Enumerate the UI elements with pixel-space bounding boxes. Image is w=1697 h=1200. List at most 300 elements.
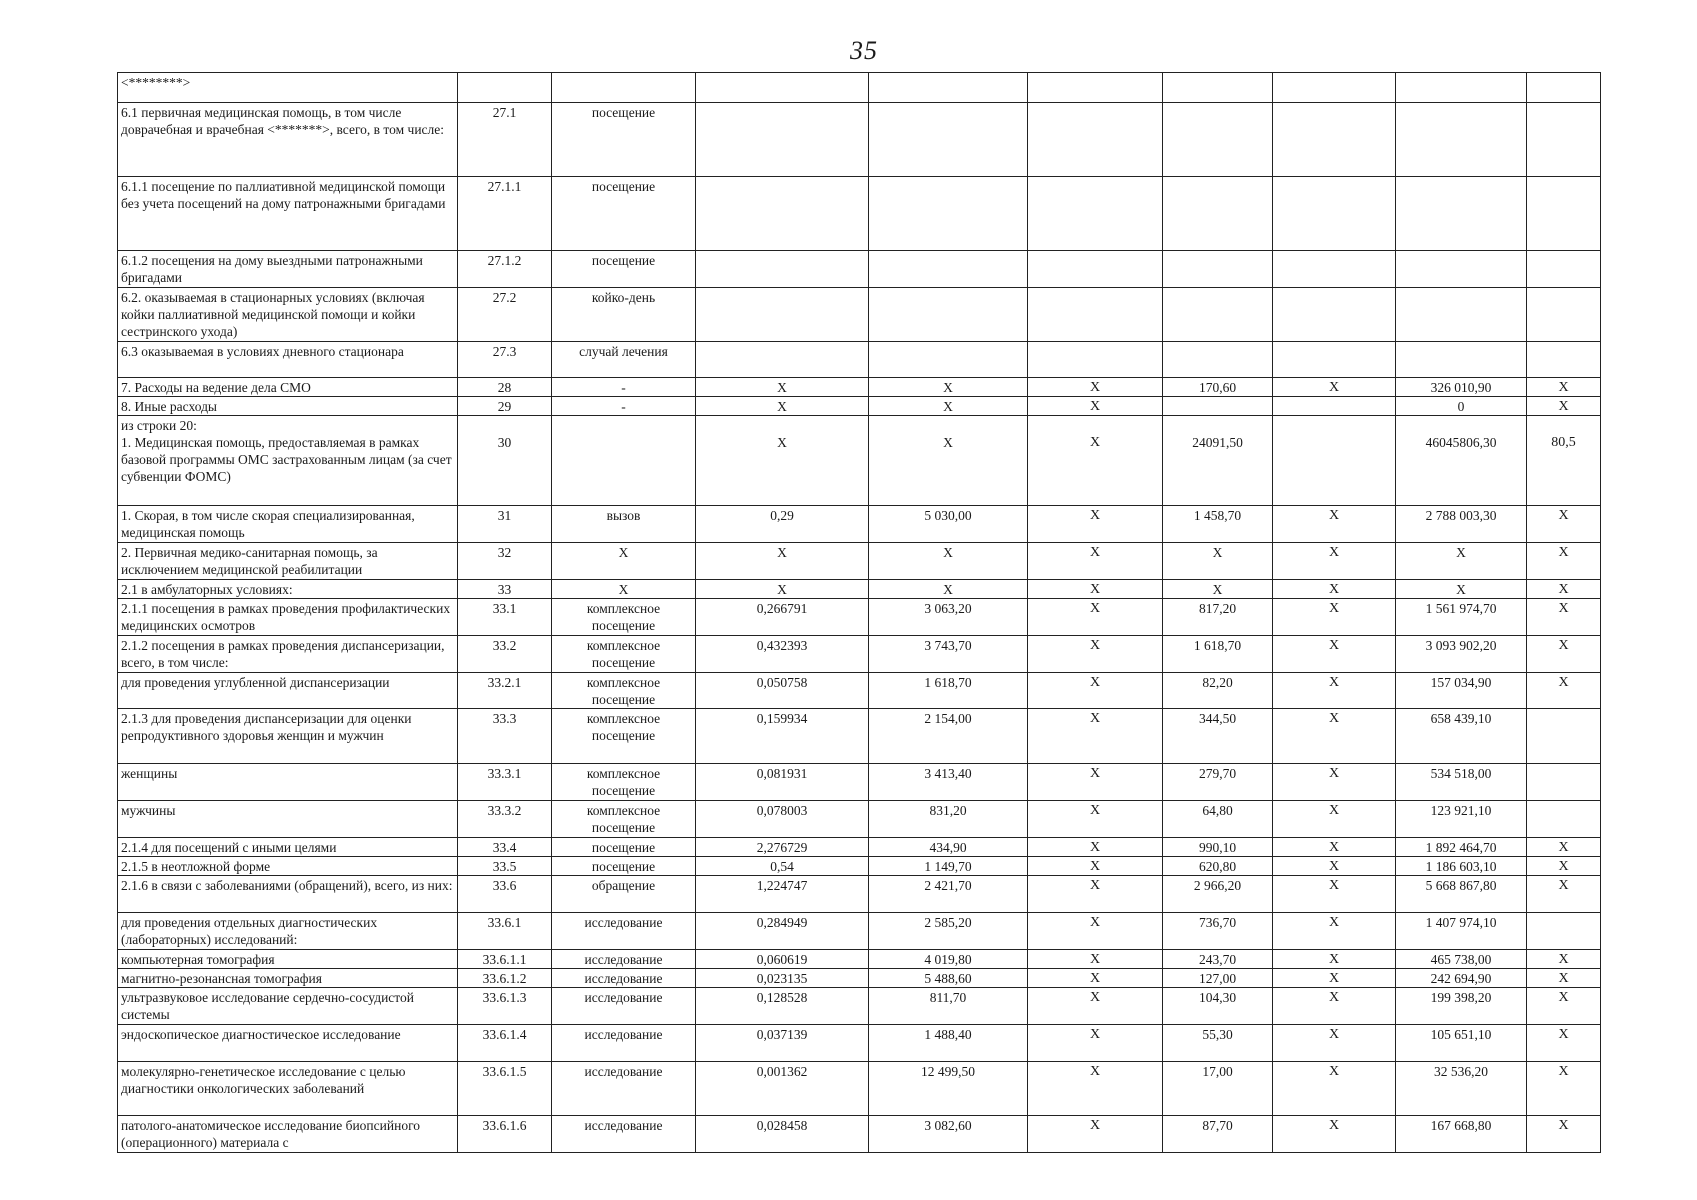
cost-norm-cell <box>869 288 1028 342</box>
total-cell <box>1396 73 1527 103</box>
per-capita-cell: 279,70 <box>1163 764 1273 801</box>
share-cell: X <box>1527 988 1601 1025</box>
volume-norm-cell <box>696 288 869 342</box>
per-capita-cell: 87,70 <box>1163 1116 1273 1153</box>
row-name-cell: ультразвуковое исследование сердечно-сосудистой системы <box>118 988 458 1025</box>
row-code-cell: 27.1.1 <box>458 177 552 251</box>
total-cell: 242 694,90 <box>1396 969 1527 988</box>
volume-norm-cell <box>696 251 869 288</box>
table-row <box>118 73 1601 103</box>
total-cell <box>1396 103 1527 177</box>
table-row <box>118 709 1601 764</box>
share-cell: X <box>1527 543 1601 580</box>
row-name-cell: 2.1.4 для посещений с иными целями <box>118 838 458 857</box>
row-name-cell: 6.3 оказываемая в условиях дневного стационара <box>118 342 458 378</box>
table-row <box>118 288 1601 342</box>
share-cell: X <box>1527 969 1601 988</box>
per-capita-cell <box>1163 342 1273 378</box>
col-3-cell: X <box>1028 857 1163 876</box>
total-cell <box>1396 177 1527 251</box>
per-capita-cell <box>1163 397 1273 416</box>
unit-cell: обращение <box>552 876 696 913</box>
volume-norm-cell: 0,060619 <box>696 950 869 969</box>
cost-norm-cell: X <box>869 397 1028 416</box>
volume-norm-cell: 0,023135 <box>696 969 869 988</box>
col-3-cell: X <box>1028 599 1163 636</box>
cost-norm-cell: 5 030,00 <box>869 506 1028 543</box>
per-capita-cell: 82,20 <box>1163 673 1273 709</box>
unit-cell: посещение <box>552 838 696 857</box>
col-3-cell: X <box>1028 1116 1163 1153</box>
cost-norm-cell: 3 082,60 <box>869 1116 1028 1153</box>
row-code-cell: 33.2 <box>458 636 552 673</box>
unit-cell: исследование <box>552 913 696 950</box>
total-cell: 105 651,10 <box>1396 1025 1527 1062</box>
row-code-cell: 33.6.1.3 <box>458 988 552 1025</box>
share-cell: X <box>1527 636 1601 673</box>
cost-norm-cell <box>869 342 1028 378</box>
per-capita-cell <box>1163 177 1273 251</box>
unit-cell: исследование <box>552 988 696 1025</box>
share-cell: X <box>1527 857 1601 876</box>
col-3-cell: X <box>1028 1062 1163 1116</box>
per-capita-cell: 127,00 <box>1163 969 1273 988</box>
total-cell: X <box>1396 543 1527 580</box>
share-cell: X <box>1527 378 1601 397</box>
cost-norm-cell: X <box>869 580 1028 599</box>
cost-norm-cell: 434,90 <box>869 838 1028 857</box>
col-3-cell: X <box>1028 950 1163 969</box>
unit-cell: исследование <box>552 950 696 969</box>
share-cell <box>1527 342 1601 378</box>
unit-cell: исследование <box>552 1116 696 1153</box>
unit-cell: случай лечения <box>552 342 696 378</box>
cost-norm-cell: 5 488,60 <box>869 969 1028 988</box>
total-cell: 199 398,20 <box>1396 988 1527 1025</box>
row-name-cell: 6.1 первичная медицинская помощь, в том числе доврачебная и врачебная <*******>, всего, в том числе: <box>118 103 458 177</box>
col-5-cell: X <box>1273 913 1396 950</box>
share-cell <box>1527 73 1601 103</box>
col-3-cell <box>1028 73 1163 103</box>
table-row <box>118 636 1601 673</box>
per-capita-cell: 344,50 <box>1163 709 1273 764</box>
cost-norm-cell: 3 063,20 <box>869 599 1028 636</box>
row-code-cell: 33.5 <box>458 857 552 876</box>
col-3-cell <box>1028 177 1163 251</box>
col-5-cell: X <box>1273 709 1396 764</box>
per-capita-cell: 620,80 <box>1163 857 1273 876</box>
col-3-cell <box>1028 342 1163 378</box>
row-code-cell: 33.3.2 <box>458 801 552 838</box>
total-cell: 5 668 867,80 <box>1396 876 1527 913</box>
volume-norm-cell: 0,081931 <box>696 764 869 801</box>
col-5-cell: X <box>1273 988 1396 1025</box>
volume-norm-cell: 0,284949 <box>696 913 869 950</box>
share-cell: X <box>1527 1062 1601 1116</box>
volume-norm-cell: 0,266791 <box>696 599 869 636</box>
col-5-cell: X <box>1273 876 1396 913</box>
unit-cell: исследование <box>552 969 696 988</box>
total-cell: 157 034,90 <box>1396 673 1527 709</box>
volume-norm-cell: 2,276729 <box>696 838 869 857</box>
row-name-cell: 2.1.1 посещения в рамках проведения профилактических медицинских осмотров <box>118 599 458 636</box>
volume-norm-cell: X <box>696 543 869 580</box>
share-cell <box>1527 288 1601 342</box>
volume-norm-cell: 0,29 <box>696 506 869 543</box>
share-cell: X <box>1527 950 1601 969</box>
col-5-cell: X <box>1273 950 1396 969</box>
per-capita-cell <box>1163 103 1273 177</box>
cost-norm-cell <box>869 177 1028 251</box>
cost-norm-cell: 2 154,00 <box>869 709 1028 764</box>
row-name-cell: 6.2. оказываемая в стационарных условиях (включая койки паллиативной медицинской помощи и койки сестринского ухода) <box>118 288 458 342</box>
per-capita-cell: 736,70 <box>1163 913 1273 950</box>
per-capita-cell <box>1163 73 1273 103</box>
table-row <box>118 969 1601 988</box>
share-cell: X <box>1527 580 1601 599</box>
share-cell: X <box>1527 599 1601 636</box>
share-cell <box>1527 801 1601 838</box>
table-row <box>118 1116 1601 1153</box>
table-row <box>118 599 1601 636</box>
per-capita-cell: 2 966,20 <box>1163 876 1273 913</box>
per-capita-cell: 17,00 <box>1163 1062 1273 1116</box>
cost-norm-cell: 2 421,70 <box>869 876 1028 913</box>
row-name-cell: <********> <box>118 73 458 103</box>
table-row <box>118 103 1601 177</box>
per-capita-cell: 1 458,70 <box>1163 506 1273 543</box>
share-cell <box>1527 103 1601 177</box>
row-name-cell: из строки 20: 1. Медицинская помощь, предоставляемая в рамках базовой программы ОМС застрахованным лицам (за счет субвенции ФОМС) <box>118 416 458 506</box>
volume-norm-cell: 0,54 <box>696 857 869 876</box>
row-code-cell: 28 <box>458 378 552 397</box>
volume-norm-cell: 0,078003 <box>696 801 869 838</box>
row-code-cell: 33.3.1 <box>458 764 552 801</box>
table-row <box>118 543 1601 580</box>
col-3-cell: X <box>1028 913 1163 950</box>
total-cell: 2 788 003,30 <box>1396 506 1527 543</box>
unit-cell: посещение <box>552 857 696 876</box>
cost-norm-cell <box>869 73 1028 103</box>
col-3-cell: X <box>1028 969 1163 988</box>
share-cell: X <box>1527 673 1601 709</box>
volume-norm-cell <box>696 73 869 103</box>
table-row <box>118 913 1601 950</box>
volume-norm-cell: X <box>696 580 869 599</box>
row-name-cell: компьютерная томография <box>118 950 458 969</box>
per-capita-cell: X <box>1163 580 1273 599</box>
per-capita-cell <box>1163 288 1273 342</box>
volume-norm-cell: 0,001362 <box>696 1062 869 1116</box>
row-code-cell: 33.6.1.4 <box>458 1025 552 1062</box>
col-3-cell: X <box>1028 378 1163 397</box>
share-cell: X <box>1527 1025 1601 1062</box>
share-cell: X <box>1527 506 1601 543</box>
row-code-cell: 31 <box>458 506 552 543</box>
col-5-cell: X <box>1273 580 1396 599</box>
share-cell <box>1527 177 1601 251</box>
total-cell: 123 921,10 <box>1396 801 1527 838</box>
row-code-cell: 33.6.1.2 <box>458 969 552 988</box>
cost-norm-cell: 1 618,70 <box>869 673 1028 709</box>
row-code-cell: 32 <box>458 543 552 580</box>
total-cell <box>1396 342 1527 378</box>
volume-norm-cell: 0,432393 <box>696 636 869 673</box>
volume-norm-cell <box>696 342 869 378</box>
row-name-cell: 6.1.1 посещение по паллиативной медицинской помощи без учета посещений на дому патронажными бригадами <box>118 177 458 251</box>
per-capita-cell: X <box>1163 543 1273 580</box>
row-code-cell: 27.2 <box>458 288 552 342</box>
cost-norm-cell: 831,20 <box>869 801 1028 838</box>
col-3-cell: X <box>1028 416 1163 506</box>
cost-norm-cell: 4 019,80 <box>869 950 1028 969</box>
row-code-cell: 30 <box>458 416 552 506</box>
unit-cell <box>552 73 696 103</box>
row-code-cell: 33 <box>458 580 552 599</box>
col-3-cell: X <box>1028 988 1163 1025</box>
table-row <box>118 950 1601 969</box>
table-row <box>118 801 1601 838</box>
total-cell: 1 892 464,70 <box>1396 838 1527 857</box>
per-capita-cell: 55,30 <box>1163 1025 1273 1062</box>
total-cell: 534 518,00 <box>1396 764 1527 801</box>
row-code-cell: 33.6 <box>458 876 552 913</box>
row-code-cell: 33.2.1 <box>458 673 552 709</box>
col-5-cell <box>1273 177 1396 251</box>
table-row <box>118 506 1601 543</box>
cost-norm-cell <box>869 103 1028 177</box>
col-3-cell: X <box>1028 673 1163 709</box>
col-5-cell <box>1273 397 1396 416</box>
row-name-cell: патолого-анатомическое исследование биопсийного (операционного) материала с <box>118 1116 458 1153</box>
col-5-cell: X <box>1273 1062 1396 1116</box>
share-cell: X <box>1527 1116 1601 1153</box>
row-name-cell: 8. Иные расходы <box>118 397 458 416</box>
volume-norm-cell: 0,128528 <box>696 988 869 1025</box>
unit-cell: X <box>552 580 696 599</box>
unit-cell: исследование <box>552 1062 696 1116</box>
row-code-cell <box>458 73 552 103</box>
row-code-cell: 33.6.1.1 <box>458 950 552 969</box>
table-row <box>118 876 1601 913</box>
row-code-cell: 27.1.2 <box>458 251 552 288</box>
col-5-cell: X <box>1273 969 1396 988</box>
share-cell: X <box>1527 876 1601 913</box>
total-cell <box>1396 288 1527 342</box>
row-name-cell: 7. Расходы на ведение дела СМО <box>118 378 458 397</box>
cost-norm-cell: 1 488,40 <box>869 1025 1028 1062</box>
cost-norm-cell: 3 743,70 <box>869 636 1028 673</box>
cost-norm-cell: 1 149,70 <box>869 857 1028 876</box>
unit-cell: комплексное посещение <box>552 636 696 673</box>
volume-norm-cell: X <box>696 397 869 416</box>
col-5-cell: X <box>1273 838 1396 857</box>
col-5-cell: X <box>1273 506 1396 543</box>
col-5-cell: X <box>1273 801 1396 838</box>
table-body <box>118 73 1601 1153</box>
row-code-cell: 33.6.1.6 <box>458 1116 552 1153</box>
col-5-cell: X <box>1273 636 1396 673</box>
row-name-cell: эндоскопическое диагностическое исследование <box>118 1025 458 1062</box>
share-cell: 80,5 <box>1527 416 1601 506</box>
total-cell: 3 093 902,20 <box>1396 636 1527 673</box>
col-3-cell: X <box>1028 506 1163 543</box>
total-cell: 1 186 603,10 <box>1396 857 1527 876</box>
col-5-cell <box>1273 288 1396 342</box>
col-5-cell: X <box>1273 1116 1396 1153</box>
volume-norm-cell: 0,037139 <box>696 1025 869 1062</box>
row-code-cell: 33.6.1.5 <box>458 1062 552 1116</box>
col-3-cell <box>1028 103 1163 177</box>
table-row <box>118 177 1601 251</box>
table-row <box>118 857 1601 876</box>
col-3-cell: X <box>1028 801 1163 838</box>
cost-norm-cell <box>869 251 1028 288</box>
volume-norm-cell <box>696 103 869 177</box>
total-cell: 658 439,10 <box>1396 709 1527 764</box>
table-row <box>118 251 1601 288</box>
col-3-cell: X <box>1028 1025 1163 1062</box>
col-3-cell: X <box>1028 397 1163 416</box>
table-row <box>118 342 1601 378</box>
row-name-cell: 2.1 в амбулаторных условиях: <box>118 580 458 599</box>
col-5-cell: X <box>1273 599 1396 636</box>
col-5-cell: X <box>1273 1025 1396 1062</box>
cost-norm-cell: X <box>869 416 1028 506</box>
row-code-cell: 33.3 <box>458 709 552 764</box>
col-5-cell <box>1273 342 1396 378</box>
col-5-cell: X <box>1273 543 1396 580</box>
row-code-cell: 33.6.1 <box>458 913 552 950</box>
unit-cell: посещение <box>552 177 696 251</box>
per-capita-cell: 24091,50 <box>1163 416 1273 506</box>
per-capita-cell: 243,70 <box>1163 950 1273 969</box>
volume-norm-cell: 0,028458 <box>696 1116 869 1153</box>
row-name-cell: мужчины <box>118 801 458 838</box>
col-3-cell: X <box>1028 709 1163 764</box>
col-3-cell: X <box>1028 876 1163 913</box>
unit-cell: комплексное посещение <box>552 709 696 764</box>
per-capita-cell: 1 618,70 <box>1163 636 1273 673</box>
cost-norm-cell: X <box>869 378 1028 397</box>
share-cell <box>1527 764 1601 801</box>
row-name-cell: 1. Скорая, в том числе скорая специализированная, медицинская помощь <box>118 506 458 543</box>
total-cell <box>1396 251 1527 288</box>
col-3-cell: X <box>1028 838 1163 857</box>
volume-norm-cell: X <box>696 416 869 506</box>
row-code-cell: 27.3 <box>458 342 552 378</box>
table-row <box>118 416 1601 506</box>
table-row <box>118 580 1601 599</box>
row-name-cell: для проведения углубленной диспансеризации <box>118 673 458 709</box>
per-capita-cell: 990,10 <box>1163 838 1273 857</box>
row-name-cell: женщины <box>118 764 458 801</box>
share-cell: X <box>1527 838 1601 857</box>
unit-cell <box>552 416 696 506</box>
unit-cell: комплексное посещение <box>552 599 696 636</box>
table-row <box>118 764 1601 801</box>
col-3-cell: X <box>1028 543 1163 580</box>
col-5-cell: X <box>1273 857 1396 876</box>
unit-cell: вызов <box>552 506 696 543</box>
row-name-cell: 6.1.2 посещения на дому выездными патронажными бригадами <box>118 251 458 288</box>
volume-norm-cell: 0,159934 <box>696 709 869 764</box>
table-row <box>118 1062 1601 1116</box>
per-capita-cell: 104,30 <box>1163 988 1273 1025</box>
table-row <box>118 397 1601 416</box>
row-name-cell: 2.1.3 для проведения диспансеризации для оценки репродуктивного здоровья женщин и мужчин <box>118 709 458 764</box>
share-cell: X <box>1527 397 1601 416</box>
volume-norm-cell <box>696 177 869 251</box>
table-row <box>118 1025 1601 1062</box>
total-cell: 167 668,80 <box>1396 1116 1527 1153</box>
unit-cell: комплексное посещение <box>552 801 696 838</box>
unit-cell: комплексное посещение <box>552 673 696 709</box>
total-cell: 326 010,90 <box>1396 378 1527 397</box>
unit-cell: - <box>552 378 696 397</box>
unit-cell: комплексное посещение <box>552 764 696 801</box>
row-code-cell: 27.1 <box>458 103 552 177</box>
per-capita-cell <box>1163 251 1273 288</box>
share-cell <box>1527 913 1601 950</box>
col-5-cell: X <box>1273 378 1396 397</box>
col-5-cell: X <box>1273 673 1396 709</box>
total-cell: 1 407 974,10 <box>1396 913 1527 950</box>
data-table <box>117 72 1601 1153</box>
unit-cell: X <box>552 543 696 580</box>
col-5-cell <box>1273 73 1396 103</box>
page-number: 35 <box>850 36 878 65</box>
col-3-cell: X <box>1028 636 1163 673</box>
cost-norm-cell: 12 499,50 <box>869 1062 1028 1116</box>
cost-norm-cell: 811,70 <box>869 988 1028 1025</box>
volume-norm-cell: X <box>696 378 869 397</box>
col-3-cell: X <box>1028 580 1163 599</box>
volume-norm-cell: 0,050758 <box>696 673 869 709</box>
row-code-cell: 33.1 <box>458 599 552 636</box>
col-3-cell: X <box>1028 764 1163 801</box>
col-3-cell <box>1028 288 1163 342</box>
total-cell: 0 <box>1396 397 1527 416</box>
col-5-cell <box>1273 251 1396 288</box>
table-row <box>118 988 1601 1025</box>
table-row <box>118 378 1601 397</box>
col-5-cell <box>1273 103 1396 177</box>
total-cell: 1 561 974,70 <box>1396 599 1527 636</box>
table-row <box>118 838 1601 857</box>
table-row <box>118 673 1601 709</box>
unit-cell: койко-день <box>552 288 696 342</box>
unit-cell: посещение <box>552 251 696 288</box>
row-name-cell: 2.1.6 в связи с заболеваниями (обращений), всего, из них: <box>118 876 458 913</box>
per-capita-cell: 817,20 <box>1163 599 1273 636</box>
total-cell: 46045806,30 <box>1396 416 1527 506</box>
col-3-cell <box>1028 251 1163 288</box>
share-cell <box>1527 709 1601 764</box>
share-cell <box>1527 251 1601 288</box>
volume-norm-cell: 1,224747 <box>696 876 869 913</box>
row-name-cell: 2. Первичная медико-санитарная помощь, за исключением медицинской реабилитации <box>118 543 458 580</box>
per-capita-cell: 64,80 <box>1163 801 1273 838</box>
row-name-cell: 2.1.5 в неотложной форме <box>118 857 458 876</box>
unit-cell: исследование <box>552 1025 696 1062</box>
col-5-cell: X <box>1273 764 1396 801</box>
row-name-cell: магнитно-резонансная томография <box>118 969 458 988</box>
cost-norm-cell: 3 413,40 <box>869 764 1028 801</box>
total-cell: 465 738,00 <box>1396 950 1527 969</box>
row-code-cell: 33.4 <box>458 838 552 857</box>
row-name-cell: 2.1.2 посещения в рамках проведения диспансеризации, всего, в том числе: <box>118 636 458 673</box>
